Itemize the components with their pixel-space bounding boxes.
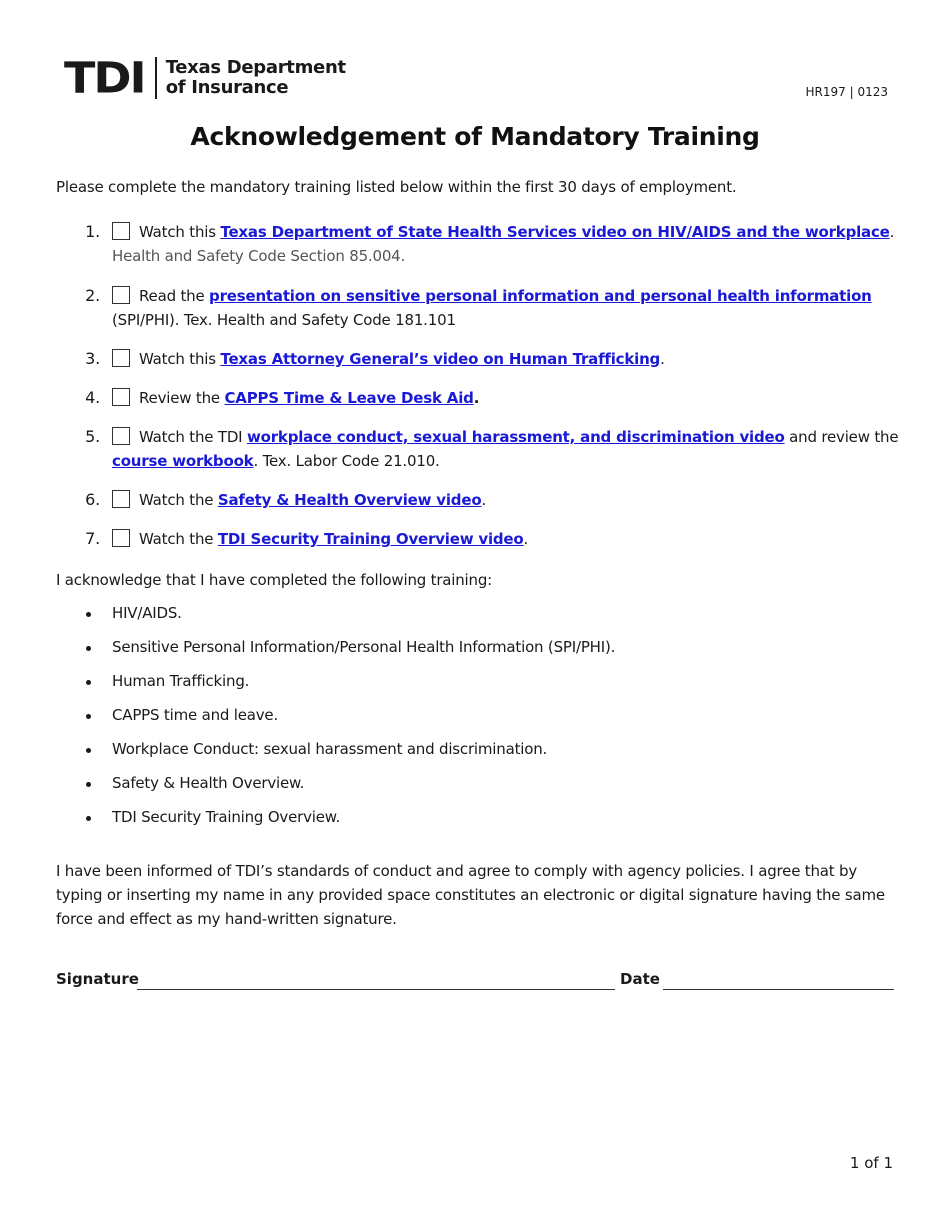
logo-line-2: of Insurance — [165, 77, 289, 98]
bullet-icon — [86, 680, 91, 685]
item-prefix: Watch this — [139, 223, 221, 241]
item-suffix: . — [889, 223, 895, 241]
item-citation: Health and Safety Code Section 85.004. — [112, 247, 406, 265]
signature-row — [56, 970, 896, 994]
training-checkbox-7[interactable] — [112, 529, 130, 547]
page-title: Acknowledgement of Mandatory Training — [190, 122, 760, 151]
date-label: Date — [620, 970, 660, 988]
item-suffix: and review the — [784, 428, 899, 446]
spi-phi-presentation-link[interactable]: presentation on sensitive personal information and personal health information — [209, 287, 872, 305]
logo-text — [166, 58, 346, 98]
capps-desk-aid-link[interactable]: CAPPS Time & Leave Desk Aid — [224, 389, 474, 407]
training-checkbox-6[interactable] — [112, 490, 130, 508]
item-suffix: . — [481, 491, 487, 509]
bullet-icon — [86, 714, 91, 719]
training-checkbox-1[interactable] — [112, 222, 130, 240]
tdi-logo — [64, 53, 346, 103]
conduct-statement: I have been informed of TDI’s standards of conduct and agree to comply with agency policies. I agree that by typing or inserting my name in any provided space constitutes an electronic or digital signature having the same force and effect as my hand-written signature. — [56, 862, 885, 928]
item-citation: . Tex. Labor Code 21.010. — [253, 452, 440, 470]
item-citation: (SPI/PHI). Tex. Health and Safety Code 181.101 — [112, 311, 456, 329]
item-suffix: . — [660, 350, 665, 368]
bullet-icon — [86, 646, 91, 651]
training-checkbox-2[interactable] — [112, 286, 130, 304]
course-workbook-link[interactable]: course workbook — [112, 452, 254, 470]
bullet-icon — [86, 612, 91, 617]
bullet-icon — [86, 782, 91, 787]
safety-health-video-link[interactable]: Safety & Health Overview video — [217, 491, 482, 509]
item-number: 2. — [85, 286, 100, 305]
item-number: 4. — [85, 388, 100, 407]
bullet-icon — [86, 748, 91, 753]
training-checkbox-3[interactable] — [112, 349, 130, 367]
item-prefix: Watch the TDI — [139, 428, 247, 446]
item-prefix: Review the — [139, 389, 225, 407]
item-prefix: Watch the — [139, 530, 218, 548]
item-suffix: . — [473, 389, 480, 407]
page-number: 1 of 1 — [849, 1154, 893, 1172]
form-code: HR197 | 0123 — [805, 85, 888, 99]
item-number: 6. — [85, 490, 100, 509]
signature-field[interactable] — [137, 989, 615, 990]
logo-mark: TDI — [64, 53, 145, 103]
training-checkbox-5[interactable] — [112, 427, 130, 445]
item-number: 5. — [85, 427, 100, 446]
item-number: 1. — [85, 222, 100, 241]
hiv-aids-video-link[interactable]: Texas Department of State Health Services video on HIV/AIDS and the workplace — [220, 223, 890, 241]
item-prefix: Watch this — [139, 350, 221, 368]
signature-label: Signature — [56, 970, 139, 988]
workplace-conduct-video-link[interactable]: workplace conduct, sexual harassment, and discrimination video — [246, 428, 785, 446]
item-prefix: Watch the — [139, 491, 218, 509]
document-page: TDI Texas Department of Insurance HR197 | 0123 Acknowledgement of Mandatory Training Please complete the mandatory training listed below within the first 30 days of employment. 1. Watch this Texas Department of State Health Services video on HIV/AIDS and the workplace. Health and Safety Code Section 85.004. 2. Read the presentation on sensitive personal information and personal health information (SPI/PHI). Tex. Health and Safety Code 181.101 3. Watch this Texas Attorney General’s video on Human Trafficking. 4. Review the CAPPS Time & Leave Desk Aid. 5. Watch the TDI workplace conduct, sexual harassment, and discrimination video and review the course workbook. Tex. Labor Code 21.010. 6. Watch the Safety & Health Overview video. 7. Watch the TDI Security Training Overview video. I acknowledge that I have completed the following training: HIV/AIDS. Sensitive Personal Information/Personal Health Information (SPI/PHI). Human Trafficking. CAPPS time and leave. Workplace Conduct: sexual harassment and discrimination. Safety & Health Overview. TDI Security Training Overview. I have been informed of TDI’s standards of conduct and agree to comply with agency policies. I agree that by typing or inserting my name in any provided space constitutes an electronic or digital signature having the same force and effect as my hand-written signature. Signature Date 1 of 1 — [0, 0, 950, 1230]
item-prefix: Read the — [139, 287, 210, 305]
logo-line-1: Texas Department — [165, 57, 346, 78]
logo-divider — [155, 57, 157, 99]
security-training-video-link[interactable]: TDI Security Training Overview video — [217, 530, 524, 548]
intro-text: Please complete the mandatory training listed below within the first 30 days of employment. — [56, 178, 737, 196]
item-number: 3. — [85, 349, 100, 368]
human-trafficking-video-link[interactable]: Texas Attorney General’s video on Human Trafficking — [220, 350, 661, 368]
item-line-2 — [112, 449, 902, 473]
date-field[interactable] — [663, 989, 894, 990]
item-number: 7. — [85, 529, 100, 548]
acknowledgement-intro: I acknowledge that I have completed the following training: — [56, 571, 493, 589]
training-checkbox-4[interactable] — [112, 388, 130, 406]
bullet-icon — [86, 816, 91, 821]
item-suffix: . — [523, 530, 529, 548]
